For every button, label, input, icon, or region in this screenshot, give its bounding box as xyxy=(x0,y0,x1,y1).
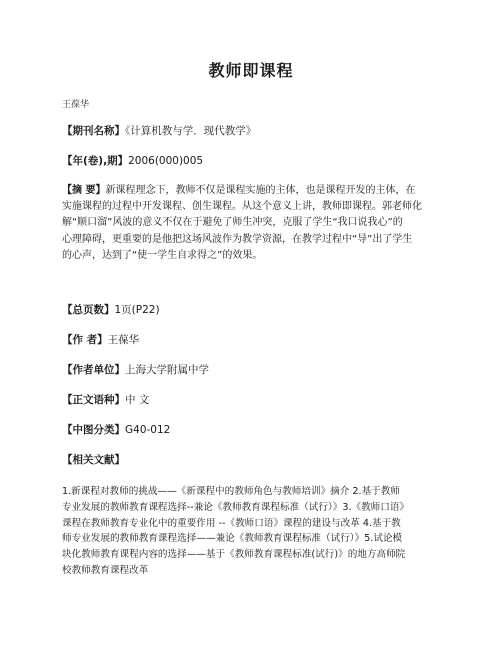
year-label: 【年(卷),期】 xyxy=(62,155,129,167)
author-field xyxy=(62,333,139,348)
lang-value: 中 文 xyxy=(125,394,150,406)
class-value: G40-012 xyxy=(125,424,171,436)
reference-line-2: 课程在教师教育专业化中的重要作用 --《教师口语》课程的建设与改革 4.基于教 xyxy=(62,517,401,529)
author-label: 【作 者】 xyxy=(62,334,108,346)
year-value: 2006(000)005 xyxy=(128,155,204,167)
author-value: 王葆华 xyxy=(107,334,140,346)
reference-line-5: 校教师教育课程改革 xyxy=(62,564,149,576)
class-label: 【中图分类】 xyxy=(62,424,125,436)
journal-field xyxy=(62,124,256,139)
abstract-text-4: 的心声，达到了“使一学生自求得之”的效果。 xyxy=(62,249,263,261)
unit-field xyxy=(62,363,209,378)
lang-label: 【正文语种】 xyxy=(62,394,125,406)
abstract-label: 【摘 要】 xyxy=(62,185,106,196)
abstract-block xyxy=(62,183,448,264)
abstract-line xyxy=(62,183,448,199)
unit-value: 上海大学附属中学 xyxy=(125,364,209,376)
reference-line-0: 1.新课程对教师的挑战——《新课程中的教师角色与教师培训》摘介 2.基于教师 xyxy=(62,486,400,497)
class-field xyxy=(62,423,170,438)
pages-label: 【总页数】 xyxy=(62,304,115,316)
reference-line-1: 专业发展的教师教育课程选择--兼论《教师教育课程标准（试行）》3.《教师口语》 xyxy=(62,501,410,513)
pages-value: 1页(P22) xyxy=(114,304,160,316)
abstract-text-1: 实施课程的过程中开发课程、创生课程。从这个意义上讲，教师即课程。郭老师化 xyxy=(62,201,422,213)
abstract-text-3: 心理障碍，更重要的是他把这场风波作为教学资源，在教学过程中“导”出了学生 xyxy=(62,233,413,245)
reference-line-3: 师专业发展的教师教育课程选择——兼论《教师教育课程标准（试行）》5.试论模 xyxy=(62,533,403,545)
unit-label: 【作者单位】 xyxy=(62,364,125,376)
related-field xyxy=(62,453,125,468)
pages-field xyxy=(62,303,160,318)
journal-label: 【期刊名称】 xyxy=(62,125,125,137)
related-label: 【相关文献】 xyxy=(62,454,125,466)
abstract-text-2: 解“顺口溜”风波的意义不仅在于避免了师生冲突，克服了学生“我口说我心”的 xyxy=(62,217,403,229)
page-title: 教师即课程 xyxy=(208,61,294,80)
lang-field xyxy=(62,393,149,408)
year-field xyxy=(62,154,203,169)
references-block xyxy=(62,484,448,579)
abstract-text-0: 新课程理念下，教师不仅是课程实施的主体，也是课程开发的主体，在 xyxy=(105,185,416,196)
author-byline: 王葆华 xyxy=(62,100,90,110)
reference-line-4: 块化教师教育课程内容的选择——基于《教师教育课程标准(试行)》的地方高师院 xyxy=(62,549,406,561)
journal-value: 《计算机教与学．现代教学》 xyxy=(125,125,257,137)
